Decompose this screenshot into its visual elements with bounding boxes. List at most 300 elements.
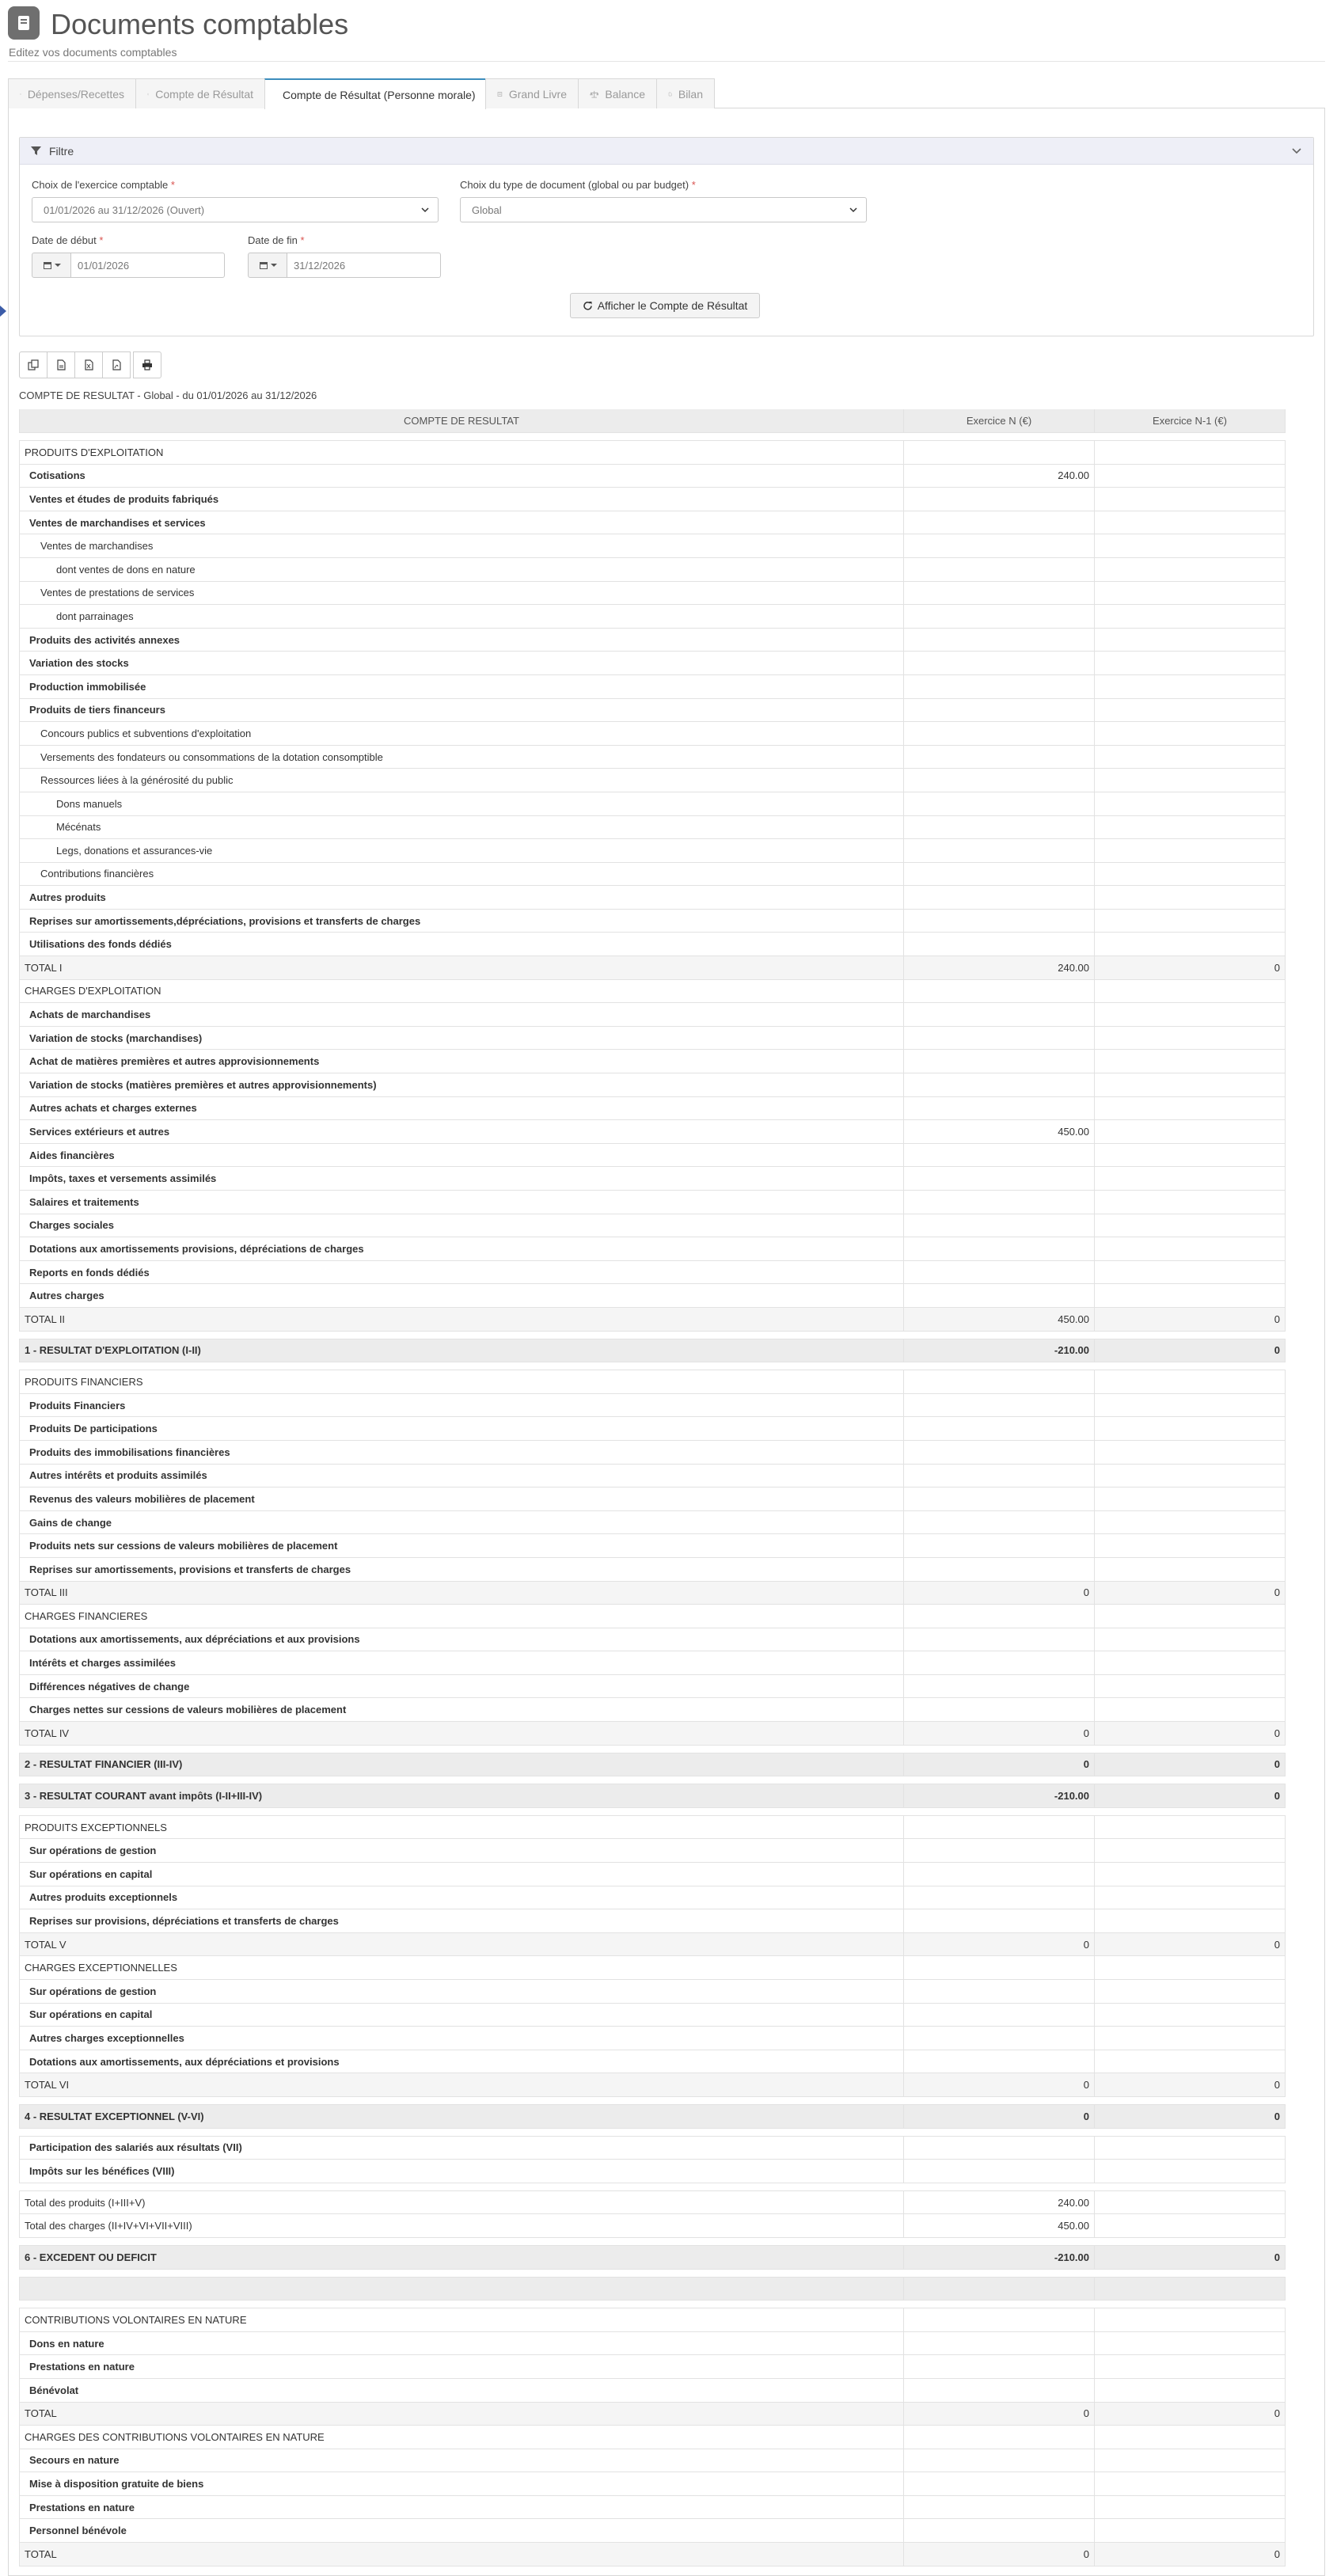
row-label: Achats de marchandises [19,1003,904,1026]
cell-exercice-n: -210.00 [904,1339,1095,1362]
row-label: Ventes de marchandises et services [19,511,904,534]
row-label: 2 - RESULTAT FINANCIER (III-IV) [19,1753,904,1776]
chevron-down-icon[interactable] [1291,145,1302,156]
row-label: Autres charges [19,1284,904,1307]
cell-exercice-n-1 [1095,746,1286,769]
tab-bar [8,78,1325,108]
show-report-label: Afficher le Compte de Résultat [597,299,748,312]
row-label: TOTAL I [19,956,904,979]
table-row [19,863,1286,887]
end-date-input[interactable]: 31/12/2026 [287,253,441,278]
spacer-row [19,2270,1286,2278]
table-row [19,1097,1286,1121]
cell-exercice-n-1: 0 [1095,2543,1286,2566]
pdf-button[interactable] [102,351,131,378]
csv-button[interactable] [47,351,75,378]
row-label: Intérêts et charges assimilées [19,1651,904,1674]
table-row [19,1863,1286,1886]
tab-grand-livre[interactable] [485,78,579,108]
cell-exercice-n-1 [1095,980,1286,1003]
cell-exercice-n: 240.00 [904,956,1095,979]
table-row [19,605,1286,629]
cell-exercice-n [904,1441,1095,1464]
row-label [19,2278,904,2301]
table-row [19,2355,1286,2379]
cell-exercice-n [904,1886,1095,1909]
cell-exercice-n: 0 [904,1753,1095,1776]
cell-exercice-n [904,488,1095,511]
table-row [19,1511,1286,1535]
row-label: 6 - EXCEDENT OU DEFICIT [19,2246,904,2269]
row-label: Produits des immobilisations financières [19,1441,904,1464]
cell-exercice-n-1: 0 [1095,2403,1286,2426]
cell-exercice-n-1 [1095,534,1286,557]
cell-exercice-n: 450.00 [904,2214,1095,2237]
cell-exercice-n [904,1698,1095,1721]
table-row [19,2496,1286,2520]
row-label: PRODUITS FINANCIERS [19,1370,904,1393]
copy-icon [28,359,39,370]
result-row [19,2105,1286,2129]
cell-exercice-n-1 [1095,1237,1286,1260]
cell-exercice-n [904,886,1095,909]
spacer-row [19,1332,1286,1339]
cell-exercice-n [904,792,1095,815]
calendar-icon [259,260,268,270]
exercise-select[interactable] [32,197,439,222]
column-header[interactable]: Exercice N-1 (€) [1095,409,1286,432]
cell-exercice-n [904,1144,1095,1167]
row-label: Reprises sur amortissements, provisions et transferts de charges [19,1558,904,1581]
table-row [19,582,1286,606]
row-label: Cotisations [19,465,904,488]
result-row [19,1753,1286,1777]
table-row [19,1027,1286,1051]
cell-exercice-n [904,1816,1095,1839]
total-row [19,2543,1286,2567]
print-icon [142,359,153,370]
table-row [19,910,1286,933]
row-label: Autres charges exceptionnelles [19,2027,904,2050]
cell-exercice-n [904,1417,1095,1440]
row-label: Ressources liées à la générosité du public [19,769,904,792]
column-header[interactable]: Exercice N (€) [904,409,1095,432]
cell-exercice-n [904,2519,1095,2542]
cell-exercice-n [904,910,1095,933]
cell-exercice-n [904,1284,1095,1307]
show-report-button[interactable] [570,293,760,318]
cell-exercice-n-1 [1095,1698,1286,1721]
table-row [19,1214,1286,1238]
cell-exercice-n [904,1863,1095,1886]
row-label: Bénévolat [19,2379,904,2402]
table-row [19,2214,1286,2238]
cell-exercice-n [904,675,1095,698]
excel-button[interactable] [74,351,103,378]
cell-exercice-n: 0 [904,2543,1095,2566]
cell-exercice-n [904,2160,1095,2183]
table-row [19,1394,1286,1418]
cell-exercice-n-1 [1095,1050,1286,1073]
cell-exercice-n [904,2332,1095,2355]
row-label: Dons en nature [19,2332,904,2355]
book-icon [8,6,40,40]
row-label: Concours publics et subventions d'exploitation [19,722,904,745]
row-label: Autres produits [19,886,904,909]
calendar-button[interactable] [32,253,71,278]
cell-exercice-n-1: 0 [1095,1722,1286,1745]
table-row [19,2379,1286,2403]
row-label: 4 - RESULTAT EXCEPTIONNEL (V-VI) [19,2105,904,2128]
cell-exercice-n-1: 0 [1095,2246,1286,2269]
table-row [19,1909,1286,1933]
table-row [19,1487,1286,1511]
row-label: Aides financières [19,1144,904,1167]
cell-exercice-n-1 [1095,699,1286,722]
row-label: Gains de change [19,1511,904,1534]
row-label: Variation de stocks (matières premières et autres approvisionnements) [19,1073,904,1096]
cell-exercice-n [904,1956,1095,1979]
row-label: Sur opérations en capital [19,1863,904,1886]
table-row [19,441,1286,465]
table-row [19,1144,1286,1168]
row-label: dont parrainages [19,605,904,628]
spacer-row [19,2301,1286,2308]
spacer-row [19,1362,1286,1370]
cell-exercice-n [904,1261,1095,1284]
row-label: PRODUITS D'EXPLOITATION [19,441,904,464]
cell-exercice-n [904,1628,1095,1651]
total-row [19,1933,1286,1957]
cell-exercice-n [904,1394,1095,1417]
cell-exercice-n-1 [1095,933,1286,956]
row-label: Services extérieurs et autres [19,1120,904,1143]
cell-exercice-n [904,1027,1095,1050]
spacer-row [19,2183,1286,2191]
cell-exercice-n-1: 0 [1095,1339,1286,1362]
cell-exercice-n [904,441,1095,464]
table-row [19,465,1286,488]
row-label: Versements des fondateurs ou consommations de la dotation consomptible [19,746,904,769]
copy-button[interactable] [19,351,47,378]
tab-label: Balance [605,87,645,101]
table-row [19,933,1286,956]
row-label: Dotations aux amortissements, aux dépréciations et aux provisions [19,1628,904,1651]
table-row [19,1073,1286,1097]
table-row [19,816,1286,840]
cell-exercice-n [904,1237,1095,1260]
table-row [19,2027,1286,2050]
tab-compte-de-resultat-personne-morale[interactable] [264,78,486,109]
cell-exercice-n-1 [1095,1191,1286,1214]
row-label: Sur opérations en capital [19,2004,904,2027]
cell-exercice-n-1 [1095,1651,1286,1674]
cell-exercice-n-1 [1095,2278,1286,2301]
cell-exercice-n-1 [1095,511,1286,534]
table-row [19,746,1286,769]
cell-exercice-n-1 [1095,1284,1286,1307]
table-row [19,511,1286,535]
table-row [19,558,1286,582]
cell-exercice-n-1 [1095,1465,1286,1487]
cell-exercice-n-1: 0 [1095,1308,1286,1331]
row-label: Reports en fonds dédiés [19,1261,904,1284]
tab-depenses-recettes[interactable] [8,78,136,108]
cell-exercice-n: 0 [904,2403,1095,2426]
cell-exercice-n-1 [1095,2004,1286,2027]
row-label: Total des produits (I+III+V) [19,2191,904,2214]
row-label: Salaires et traitements [19,1191,904,1214]
cell-exercice-n-1 [1095,769,1286,792]
cell-exercice-n [904,582,1095,605]
row-label: Autres intérêts et produits assimilés [19,1465,904,1487]
table-row [19,1956,1286,1980]
cell-exercice-n-1 [1095,1534,1286,1557]
table-row [19,2004,1286,2027]
doctype-select[interactable] [460,197,867,222]
exercise-select-value: 01/01/2026 au 31/12/2026 (Ouvert) [44,203,205,216]
row-label: Charges nettes sur cessions de valeurs mobilières de placement [19,1698,904,1721]
spacer-row [19,1746,1286,1753]
tab-label: Compte de Résultat (Personne morale) [283,88,476,101]
row-label: TOTAL V [19,1933,904,1956]
row-label: Mécénats [19,816,904,839]
cell-exercice-n [904,2004,1095,2027]
cell-exercice-n: 450.00 [904,1308,1095,1331]
table-row [19,1441,1286,1465]
cell-exercice-n-1 [1095,1003,1286,1026]
row-label: Sur opérations de gestion [19,1980,904,2003]
cell-exercice-n-1 [1095,605,1286,628]
cell-exercice-n [904,933,1095,956]
cell-exercice-n-1 [1095,1487,1286,1510]
spacer-row [19,2129,1286,2137]
table-row [19,839,1286,863]
history-icon [20,89,21,100]
result-row [19,1339,1286,1363]
table-row [19,1816,1286,1840]
row-label: Mise à disposition gratuite de biens [19,2472,904,2495]
table-row [19,2137,1286,2160]
table-row [19,675,1286,699]
cell-exercice-n-1 [1095,488,1286,511]
cell-exercice-n [904,1214,1095,1237]
cell-exercice-n [904,1651,1095,1674]
cell-exercice-n [904,534,1095,557]
cell-exercice-n [904,2050,1095,2073]
cell-exercice-n [904,511,1095,534]
table-row [19,2426,1286,2449]
cell-exercice-n [904,816,1095,839]
start-date-input[interactable]: 01/01/2026 [71,253,225,278]
row-label: Personnel bénévole [19,2519,904,2542]
cell-exercice-n-1 [1095,839,1286,862]
cell-exercice-n-1 [1095,1839,1286,1862]
table-row [19,1261,1286,1285]
cell-exercice-n-1 [1095,2308,1286,2331]
row-label: CHARGES EXCEPTIONNELLES [19,1956,904,1979]
table-row [19,1167,1286,1191]
row-label: CHARGES FINANCIERES [19,1605,904,1628]
cell-exercice-n-1 [1095,722,1286,745]
table-row [19,1120,1286,1144]
cell-exercice-n-1 [1095,582,1286,605]
cell-exercice-n-1 [1095,675,1286,698]
cell-exercice-n-1 [1095,441,1286,464]
side-marker [0,306,6,317]
table-row [19,1237,1286,1261]
row-label: Variation de stocks (marchandises) [19,1027,904,1050]
cell-exercice-n-1: 0 [1095,1753,1286,1776]
cell-exercice-n: -210.00 [904,1784,1095,1807]
table-row [19,629,1286,652]
spacer-row [19,2097,1286,2105]
cell-exercice-n [904,1191,1095,1214]
cell-exercice-n-1 [1095,1956,1286,1979]
cell-exercice-n [904,746,1095,769]
cell-exercice-n [904,863,1095,886]
cell-exercice-n-1 [1095,2050,1286,2073]
cell-exercice-n-1 [1095,1144,1286,1167]
table-row [19,792,1286,816]
row-label: TOTAL VI [19,2073,904,2096]
cell-exercice-n [904,2137,1095,2160]
cell-exercice-n [904,1511,1095,1534]
cell-exercice-n [904,1675,1095,1698]
page-subtitle: Editez vos documents comptables [9,46,177,59]
row-label: TOTAL III [19,1582,904,1605]
row-label: PRODUITS EXCEPTIONNELS [19,1816,904,1839]
row-label: TOTAL IV [19,1722,904,1745]
page-title: Documents comptables [51,8,349,40]
cell-exercice-n-1 [1095,1863,1286,1886]
cell-exercice-n [904,2379,1095,2402]
cell-exercice-n-1: 0 [1095,956,1286,979]
table-row [19,652,1286,675]
cell-exercice-n: 0 [904,2073,1095,2096]
cell-exercice-n [904,629,1095,652]
table-row [19,2191,1286,2215]
cell-exercice-n [904,2426,1095,2449]
cell-exercice-n [904,1465,1095,1487]
print-button[interactable] [133,351,161,378]
report-caption: COMPTE DE RESULTAT - Global - du 01/01/2026 au 31/12/2026 [19,389,317,401]
row-label: Utilisations des fonds dédiés [19,933,904,956]
table-row [19,1465,1286,1488]
table-row [19,1534,1286,1558]
tab-label: Dépenses/Recettes [27,87,124,101]
cell-exercice-n [904,769,1095,792]
table-row [19,1284,1286,1308]
cell-exercice-n-1 [1095,1558,1286,1581]
row-label: Produits des activités annexes [19,629,904,652]
cell-exercice-n: 450.00 [904,1120,1095,1143]
cell-exercice-n [904,1097,1095,1120]
cell-exercice-n-1 [1095,1167,1286,1190]
row-label: Autres produits exceptionnels [19,1886,904,1909]
cell-exercice-n [904,605,1095,628]
table-row [19,1605,1286,1628]
caret-down-icon [271,262,277,268]
cell-exercice-n [904,1909,1095,1932]
filter-header[interactable] [20,138,1313,165]
table-row [19,2449,1286,2473]
cell-exercice-n: 240.00 [904,465,1095,488]
tab-label: Grand Livre [508,87,567,101]
table-row [19,1651,1286,1675]
spacer-row [19,2238,1286,2246]
row-label: Ventes et études de produits fabriqués [19,488,904,511]
table-row [19,2519,1286,2543]
row-label: Variation des stocks [19,652,904,674]
table-row [19,1417,1286,1441]
cell-exercice-n-1 [1095,2137,1286,2160]
table-row [19,1370,1286,1394]
row-label: TOTAL [19,2543,904,2566]
cell-exercice-n [904,1534,1095,1557]
cell-exercice-n-1 [1095,1120,1286,1143]
filter-icon [31,146,41,156]
cell-exercice-n-1: 0 [1095,2105,1286,2128]
table-row [19,769,1286,792]
table-row [19,1628,1286,1652]
export-toolbar [19,351,161,378]
row-label: TOTAL [19,2403,904,2426]
row-label: Legs, donations et assurances-vie [19,839,904,862]
row-label: Participation des salariés aux résultats (VII) [19,2137,904,2160]
cell-exercice-n-1: 0 [1095,2073,1286,2096]
cell-exercice-n-1 [1095,792,1286,815]
table-row [19,488,1286,511]
chevron-down-icon [849,205,858,215]
row-label: TOTAL II [19,1308,904,1331]
cell-exercice-n [904,558,1095,581]
cell-exercice-n-1 [1095,1980,1286,2003]
cell-exercice-n [904,652,1095,674]
cell-exercice-n-1 [1095,2426,1286,2449]
column-header[interactable]: COMPTE DE RESULTAT [19,409,904,432]
total-row [19,2403,1286,2426]
tab-balance[interactable] [578,78,657,108]
cell-exercice-n-1 [1095,2160,1286,2183]
cell-exercice-n-1 [1095,2496,1286,2519]
table-row [19,1886,1286,1910]
row-label: Produits nets sur cessions de valeurs mobilières de placement [19,1534,904,1557]
cell-exercice-n-1 [1095,2519,1286,2542]
tab-bilan[interactable] [656,78,715,108]
row-label: 3 - RESULTAT COURANT avant impôts (I-II+III-IV) [19,1784,904,1807]
cell-exercice-n-1 [1095,910,1286,933]
row-label: Dotations aux amortissements, aux dépréciations et provisions [19,2050,904,2073]
cell-exercice-n-1 [1095,1675,1286,1698]
table-header [19,409,1286,433]
cell-exercice-n [904,1167,1095,1190]
result-row [19,1784,1286,1808]
cell-exercice-n [904,1487,1095,1510]
book-icon [497,89,503,100]
cell-exercice-n-1 [1095,2214,1286,2237]
table-row [19,1191,1286,1214]
tab-compte-de-resultat[interactable] [135,78,265,108]
cell-exercice-n-1 [1095,1073,1286,1096]
table-row [19,1558,1286,1582]
cell-exercice-n-1 [1095,1816,1286,1839]
row-label: Prestations en nature [19,2496,904,2519]
calendar-button[interactable] [248,253,287,278]
result-row [19,2278,1286,2301]
cell-exercice-n-1 [1095,2449,1286,2472]
cell-exercice-n-1: 0 [1095,1582,1286,1605]
